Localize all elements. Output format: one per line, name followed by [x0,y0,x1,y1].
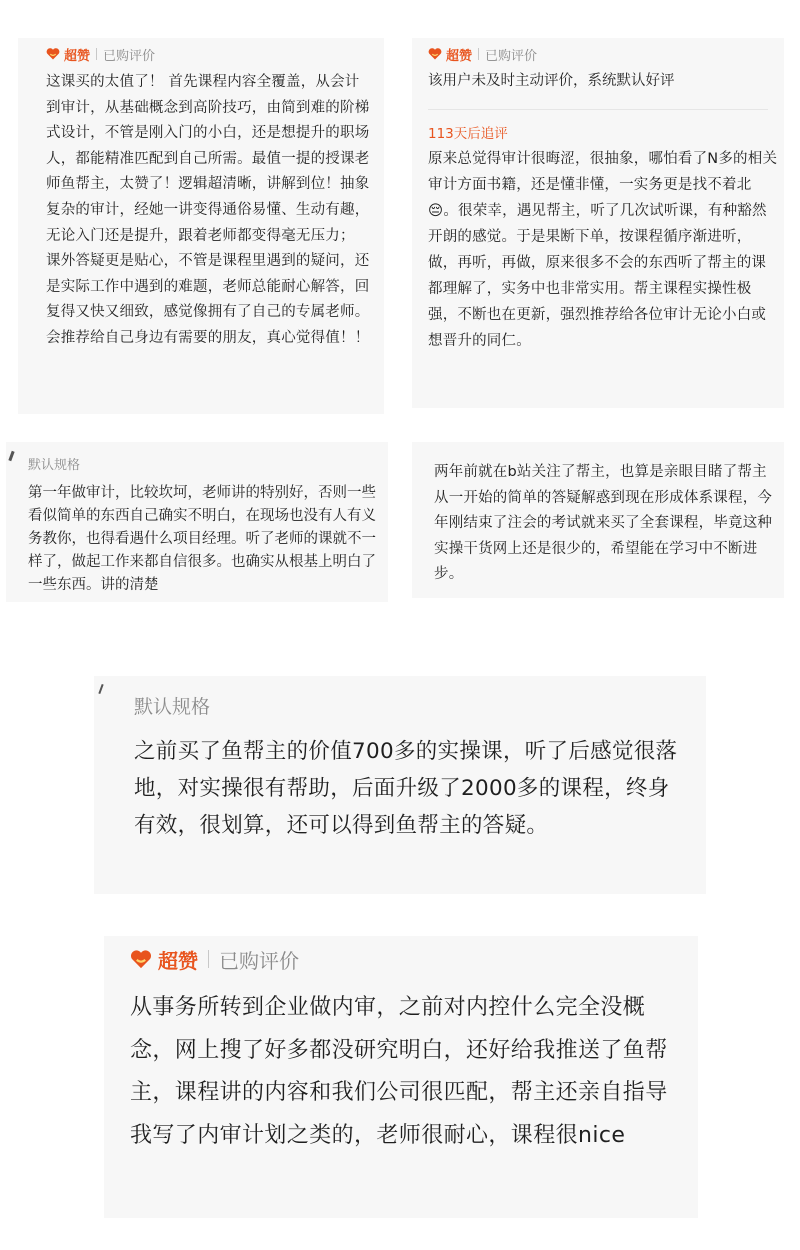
review-header [428,45,537,63]
review-text: 两年前就在b站关注了帮主，也算是亲眼目睹了帮主从一开始的简单的答疑解惑到现在形成体系课程，今年刚结束了注会的考试就来买了全套课程，毕竟这种实操干货网上还是很少的，希望能在学习中不断进步。 [434,464,773,582]
badge-label: 超赞 [158,948,198,973]
review-card-2 [412,38,784,408]
review-text: 之前买了鱼帮主的价值700多的实操课，听了后感觉很落地，对实操很有帮助，后面升级了2000多的课程，终身有效，很划算，还可以得到鱼帮主的答疑。 [134,739,678,838]
followup-text: 原来总觉得审计很晦涩，很抽象，哪怕看了N多的相关审计方面书籍，还是懂非懂，一实务更是找不着北😔。很荣幸，遇见帮主，听了几次试听课，有种豁然开朗的感觉。于是果断下单，按课程循序渐进听，做，再听，再做，原来很多不会的东西听了帮主的课都理解了，实务中也非常实用。帮主课程实操性极强，不断也在更新，强烈推荐给各位审计无论小白或想晋升的同仁。 [428,151,778,349]
separator [478,48,479,60]
heart-icon [46,48,60,60]
review-text: 该用户未及时主动评价，系统默认好评 [428,73,675,89]
review-card-3 [6,442,388,602]
purchased-tag: 已购评价 [219,948,299,973]
badge-label: 超赞 [446,48,473,64]
review-header [130,946,299,972]
review-header [46,45,155,63]
spec-label: 默认规格 [28,458,81,473]
review-text: 这课买的太值了！ 首先课程内容全覆盖，从会计到审计，从基础概念到高阶技巧，由简到难的阶梯式设计，不管是刚入门的小白，还是想提升的职场人，都能精准匹配到自己所需。最值一提的授课老师鱼帮主，太赞了！逻辑超清晰，讲解到位！抽象复杂的审计，经她一讲变得通俗易懂、生动有趣，无论入门还是提升，跟着老师都变得毫无压力； 课外答疑更是贴心，不管是课程里遇到的疑问，还是实际工作中遇到的难题，老师总能耐心解答，回复得又快又细致，感觉像拥有了自己的专属老师。 会推荐给自己身边有需要的朋友，真心觉得值！！ [46,74,370,346]
separator [96,48,97,60]
divider [428,109,768,110]
separator [208,950,209,968]
purchased-tag: 已购评价 [485,48,538,64]
review-text: 第一年做审计，比较坎坷，老师讲的特别好，否则一些看似简单的东西自己确实不明白，在现场也没有人有义务教你，也得看遇什么项目经理。听了老师的课就不一样了，做起工作来都自信很多。也确实从根基上明白了一些东西。讲的清楚 [28,485,376,593]
heart-icon [130,950,152,969]
review-card-6 [104,936,698,1218]
badge-label: 超赞 [64,48,91,64]
quote-mark [8,451,14,461]
spec-label: 默认规格 [134,696,211,718]
followup-label: 113天后追评 [428,126,508,142]
quote-mark [98,684,103,694]
heart-icon [428,48,442,60]
review-card-4 [412,442,784,598]
review-card-5 [94,676,706,894]
review-text: 从事务所转到企业做内审，之前对内控什么完全没概念，网上搜了好多都没研究明白，还好给我推送了鱼帮主，课程讲的内容和我们公司很匹配，帮主还亲自指导我写了内审计划之类的，老师很耐心，课程很nice [130,995,668,1148]
review-card-1 [18,38,384,414]
purchased-tag: 已购评价 [103,48,156,64]
